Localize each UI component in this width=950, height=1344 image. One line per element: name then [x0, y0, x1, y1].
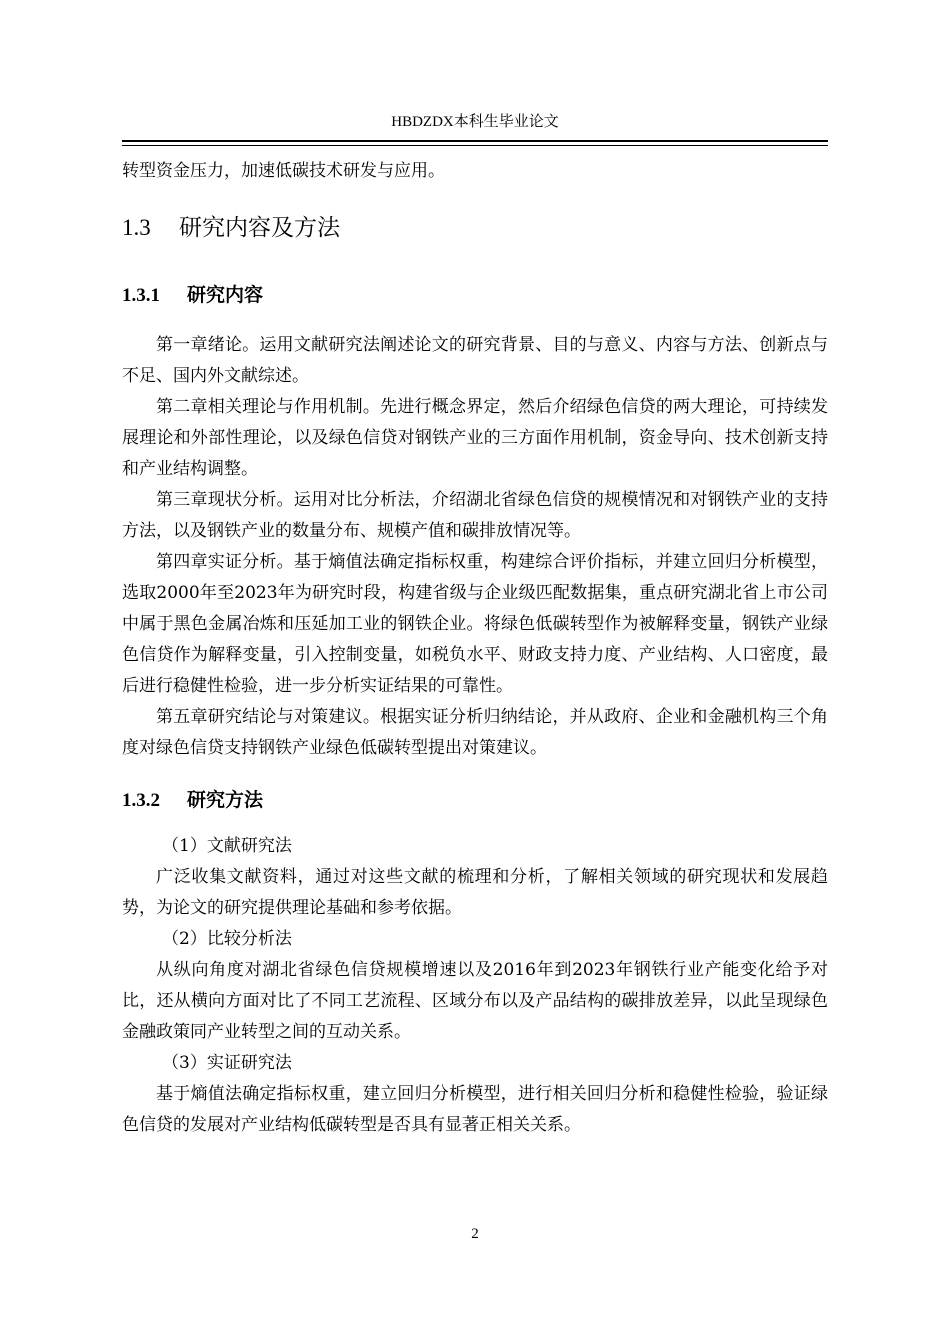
- method-label: （3）实证研究法: [162, 1053, 292, 1073]
- section-number: 1.3: [122, 215, 151, 240]
- subsection-number: 1.3.1: [122, 285, 160, 306]
- section-title: 研究内容及方法: [179, 215, 340, 241]
- paragraph-chapter-4: 第四章实证分析。基于熵值法确定指标权重，构建综合评价指标，并建立回归分析模型，选取2000年至2023年为研究时段，构建省级与企业级匹配数据集，重点研究湖北省上市公司中属于黑色金属冶炼和压延加工业的钢铁企业。将绿色低碳转型作为被解释变量，钢铁产业绿色信贷作为解释变量，引入控制变量，如税负水平、财政支持力度、产业结构、人口密度，最后进行稳健性检验，进一步分析实证结果的可靠性。: [122, 552, 828, 696]
- header-rule-thin: [122, 145, 828, 146]
- content-paragraphs: [122, 330, 828, 764]
- page-body: [122, 156, 828, 1141]
- method-description: 从纵向角度对湖北省绿色信贷规模增速以及2016年到2023年钢铁行业产能变化给予对比，还从横向方面对比了不同工艺流程、区域分布以及产品结构的碳排放差异，以此呈现绿色金融政策同产业转型之间的互动关系。: [122, 960, 828, 1042]
- subsection-title: 研究内容: [187, 284, 264, 306]
- method-label: （1）文献研究法: [162, 836, 292, 856]
- method-label: （2）比较分析法: [162, 929, 292, 949]
- subsection-number: 1.3.2: [122, 790, 160, 811]
- subsection-heading-methods: [122, 786, 828, 815]
- subsection-heading-content: [122, 281, 828, 310]
- continuation-text: 转型资金压力，加速低碳技术研发与应用。: [122, 161, 445, 181]
- page-number: 2: [471, 1226, 479, 1242]
- paragraph-chapter-1: 第一章绪论。运用文献研究法阐述论文的研究背景、目的与意义、内容与方法、创新点与不足、国内外文献综述。: [122, 335, 828, 386]
- section-heading: [122, 213, 828, 243]
- running-header: HBDZDX本科生毕业论文: [391, 114, 559, 130]
- paragraph-chapter-2: 第二章相关理论与作用机制。先进行概念界定，然后介绍绿色信贷的两大理论，可持续发展理论和外部性理论，以及绿色信贷对钢铁产业的三方面作用机制，资金导向、技术创新支持和产业结构调整。: [122, 397, 828, 479]
- method-description: 广泛收集文献资料，通过对这些文献的梳理和分析，了解相关领域的研究现状和发展趋势，为论文的研究提供理论基础和参考依据。: [122, 867, 828, 918]
- paragraph-chapter-5: 第五章研究结论与对策建议。根据实证分析归纳结论，并从政府、企业和金融机构三个角度对绿色信贷支持钢铁产业绿色低碳转型提出对策建议。: [122, 707, 828, 758]
- paragraph-chapter-3: 第三章现状分析。运用对比分析法，介绍湖北省绿色信贷的规模情况和对钢铁产业的支持方法，以及钢铁产业的数量分布、规模产值和碳排放情况等。: [122, 490, 828, 541]
- header-rule-thick: [122, 140, 828, 142]
- method-description: 基于熵值法确定指标权重，建立回归分析模型，进行相关回归分析和稳健性检验，验证绿色信贷的发展对产业结构低碳转型是否具有显著正相关关系。: [122, 1084, 828, 1135]
- methods-list: [122, 831, 828, 1141]
- subsection-title: 研究方法: [187, 789, 264, 811]
